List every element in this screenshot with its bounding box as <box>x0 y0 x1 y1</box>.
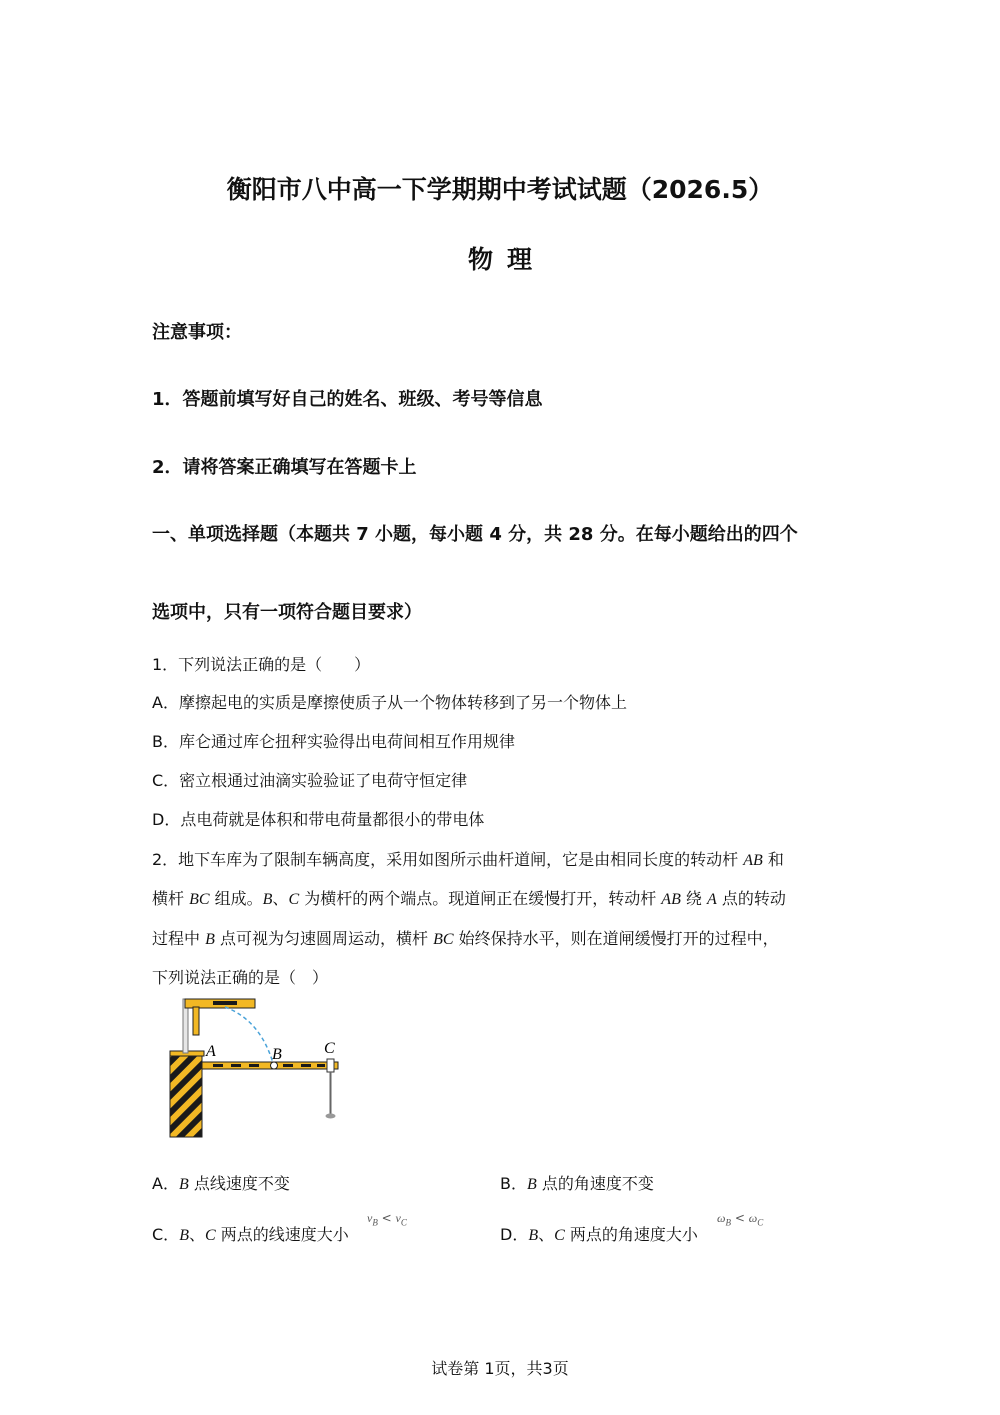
q2-text: 为横杆的两个端点。现道闸正在缓慢打开，转动杆 <box>299 889 662 908</box>
q2-option-var: B <box>178 1176 189 1193</box>
formula-symbol: ω <box>748 1211 758 1225</box>
q2-option-d-formula <box>717 1211 763 1227</box>
q2-option-var: C <box>204 1227 216 1244</box>
support-c-head <box>327 1059 334 1072</box>
q2-text: 和 <box>762 850 784 869</box>
q2-option-var: B <box>526 1176 537 1193</box>
notice-item-2: 2．请将答案正确填写在答题卡上 <box>152 457 417 478</box>
q2-option-var: C <box>554 1227 565 1244</box>
formula-sub: B <box>372 1217 378 1228</box>
notice-heading: 注意事项： <box>152 322 242 343</box>
rod-bc-stripes <box>283 1064 325 1067</box>
notice-item-1: 1．答题前填写好自己的姓名、班级、考号等信息 <box>152 389 543 410</box>
upper-rod-link <box>193 1007 199 1035</box>
q2-text: 点的转动 <box>716 889 786 908</box>
formula-sub: B <box>725 1217 731 1228</box>
label-a: A <box>206 1043 216 1060</box>
support-c-base <box>326 1114 336 1119</box>
q2-text: 始终保持水平，则在道闸缓慢打开的过程中， <box>453 929 779 948</box>
q2-var: B <box>205 931 215 948</box>
q2-option-b <box>500 1171 654 1194</box>
q2-text: 横杆 <box>152 889 190 908</box>
q2-var: BC <box>433 931 454 948</box>
q2-option-c-formula <box>367 1211 407 1227</box>
q2-option-var: B <box>528 1227 539 1244</box>
q2-var: AB <box>661 891 681 908</box>
section-1-heading-line-1: 一、单项选择题（本题共 7 小题，每小题 4 分，共 28 分。在每小题给出的四个 <box>152 524 798 545</box>
subject-title: 物理 <box>467 245 546 274</box>
q2-var: A <box>707 891 717 908</box>
q2-var: AB <box>743 852 763 869</box>
q2-option-text: A． <box>152 1174 179 1193</box>
q2-option-text: 、 <box>188 1225 205 1244</box>
q2-option-a <box>152 1171 290 1194</box>
q1-stem: 1．下列说法正确的是（ ） <box>152 655 371 674</box>
q2-option-text: B． <box>500 1174 527 1193</box>
q2-text: 过程中 <box>152 929 206 948</box>
q2-text: 组成。 <box>209 889 263 908</box>
q2-var: B <box>262 891 273 908</box>
q2-stem-line-4: 下列说法正确的是（ ） <box>152 968 329 987</box>
q2-option-text: 点线速度不变 <box>188 1174 290 1193</box>
q2-option-text: D． <box>500 1225 529 1244</box>
motion-arc <box>225 1007 273 1063</box>
q1-option-c: C．密立根通过油滴实验验证了电荷守恒定律 <box>152 771 468 790</box>
formula-sub: C <box>757 1217 764 1228</box>
q1-option-b: B．库仑通过库仑扭秤实验得出电荷间相互作用规律 <box>152 732 515 751</box>
q2-var: C <box>288 891 300 908</box>
barrier-gate-figure <box>165 995 350 1140</box>
upper-rod-stripe <box>213 1001 237 1005</box>
label-b: B <box>272 1046 282 1063</box>
q2-option-text: C． <box>152 1225 180 1244</box>
q2-option-d <box>500 1222 698 1245</box>
formula-op: < <box>381 1211 392 1225</box>
q2-option-text: 两点的角速度大小 <box>564 1225 698 1244</box>
gate-cabinet <box>170 1053 202 1137</box>
q2-text: 绕 <box>680 889 708 908</box>
q2-stem-line-1 <box>152 847 784 870</box>
page-footer: 试卷第 1页，共3页 <box>431 1359 569 1378</box>
formula-op: < <box>734 1211 745 1225</box>
rod-ab-stripes <box>213 1064 259 1067</box>
hinge-b <box>271 1062 278 1069</box>
formula-sub: C <box>400 1217 407 1228</box>
q2-option-text: 、 <box>538 1225 555 1244</box>
q2-option-c <box>152 1222 349 1245</box>
section-1-heading-line-2: 选项中，只有一项符合题目要求） <box>152 602 422 623</box>
label-c: C <box>324 1040 335 1057</box>
q2-option-text: 点的角速度不变 <box>536 1174 654 1193</box>
q1-option-a: A．摩擦起电的实质是摩擦使质子从一个物体转移到了另一个物体上 <box>152 693 627 712</box>
q2-text: 点可视为匀速圆周运动，横杆 <box>214 929 434 948</box>
q2-text: 、 <box>272 889 289 908</box>
q2-stem-line-3 <box>152 926 779 949</box>
formula-symbol: v <box>395 1211 401 1225</box>
q2-var: BC <box>189 891 210 908</box>
q2-text: 2．地下车库为了限制车辆高度，采用如图所示曲杆道闸，它是由相同长度的转动杆 <box>152 850 744 869</box>
q1-option-d: D．点电荷就是体积和带电荷量都很小的带电体 <box>152 810 485 829</box>
q2-option-text: 两点的线速度大小 <box>215 1225 349 1244</box>
q2-option-var: B <box>179 1227 189 1244</box>
formula-symbol: ω <box>717 1211 726 1225</box>
formula-symbol: v <box>367 1211 373 1225</box>
q2-stem-line-2 <box>152 886 786 909</box>
exam-title: 衡阳市八中高一下学期期中考试试题（2026.5） <box>226 175 774 204</box>
